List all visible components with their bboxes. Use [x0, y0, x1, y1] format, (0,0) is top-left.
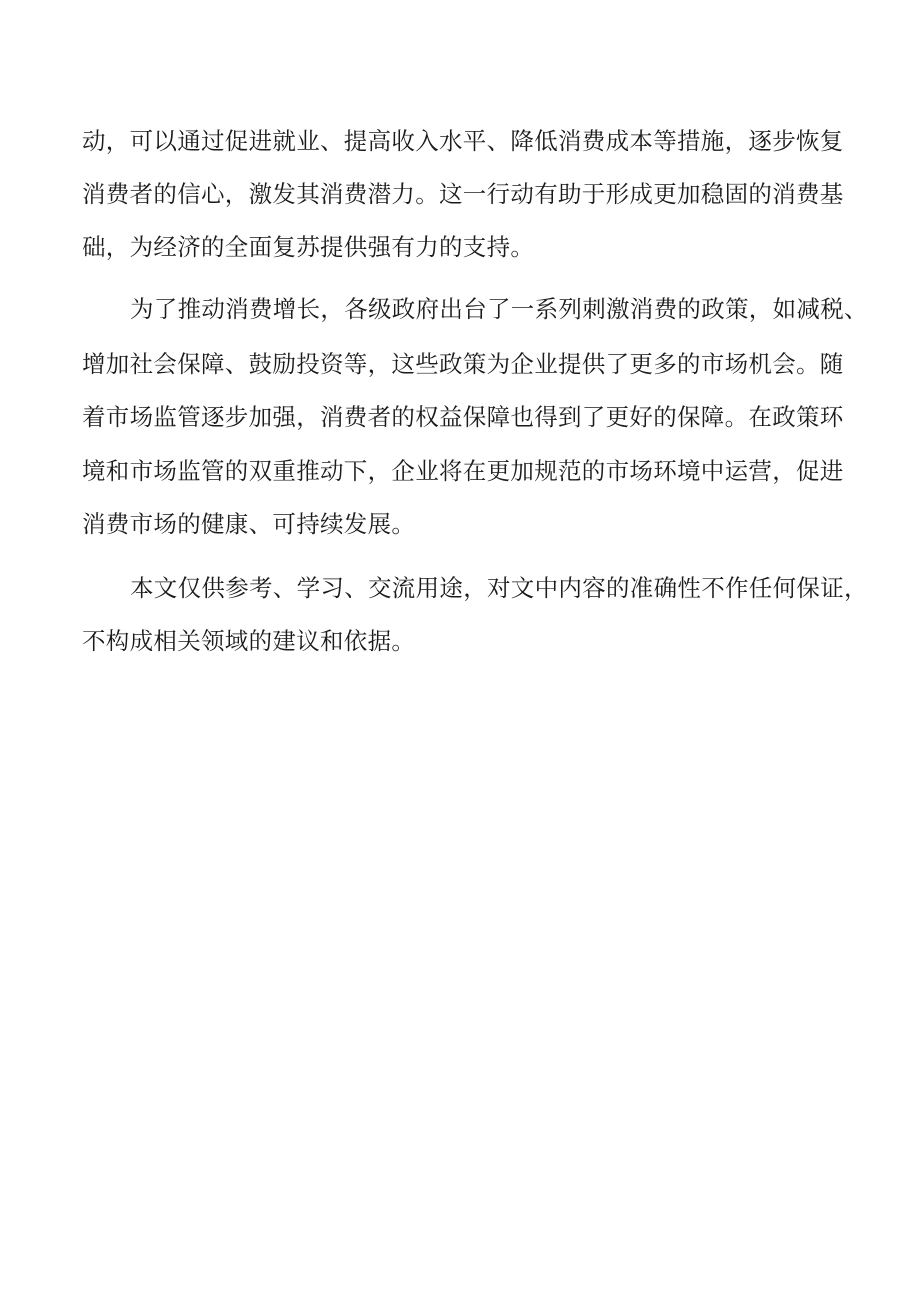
paragraph-line: 本文仅供参考、学习、交流用途，对文中内容的准确性不作任何保证， — [130, 574, 868, 602]
paragraph-line: 础，为经济的全面复苏提供强有力的支持。 — [82, 233, 535, 261]
paragraph-line: 着市场监管逐步加强，消费者的权益保障也得到了更好的保障。在政策环 — [82, 403, 844, 431]
paragraph-line: 动，可以通过促进就业、提高收入水平、降低消费成本等措施，逐步恢复 — [82, 127, 844, 155]
paragraph-line: 为了推动消费增长，各级政府出台了一系列刺激消费的政策，如减税、 — [130, 295, 868, 323]
paragraph-line: 境和市场监管的双重推动下，企业将在更加规范的市场环境中运营，促进 — [82, 457, 844, 485]
paragraph-line: 消费市场的健康、可持续发展。 — [82, 510, 416, 538]
paragraph-line: 消费者的信心，激发其消费潜力。这一行动有助于形成更加稳固的消费基 — [82, 180, 844, 208]
paragraph-line: 不构成相关领域的建议和依据。 — [82, 627, 416, 655]
paragraph-line: 增加社会保障、鼓励投资等，这些政策为企业提供了更多的市场机会。随 — [82, 350, 844, 378]
